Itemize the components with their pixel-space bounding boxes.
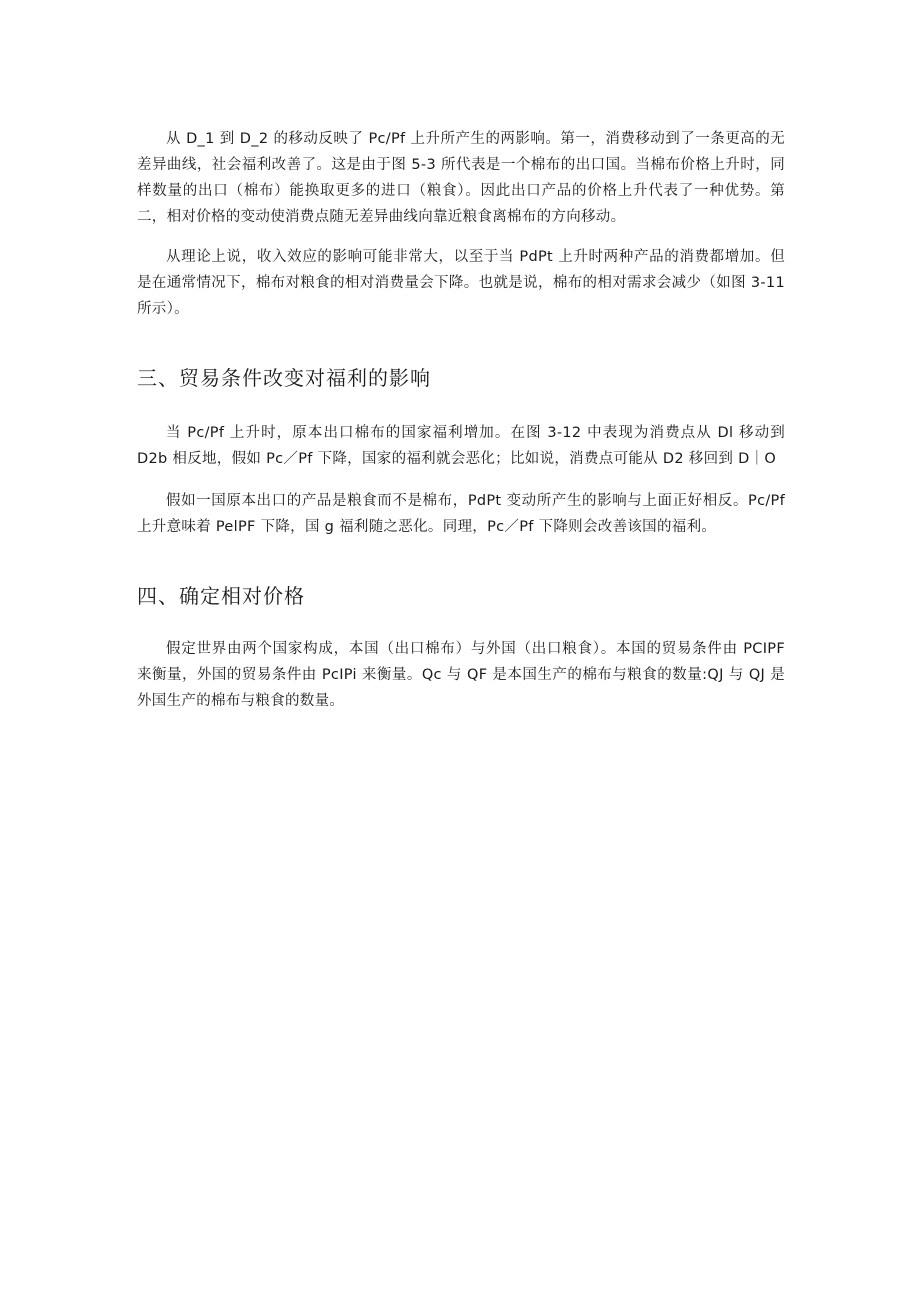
- paragraph-welfare-increase: 当 Pc/Pf 上升时，原本出口棉布的国家福利增加。在图 3-12 中表现为消费点从 Dl 移动到 D2b 相反地，假如 Pc／Pf 下降，国家的福利就会恶化；比如说，消费点可能从 D2 移回到 D｜O: [137, 425, 785, 467]
- paragraph-two-country-world: 假定世界由两个国家构成，本国（出口棉布）与外国（出口粮食）。本国的贸易条件由 PCIPF 来衡量，外国的贸易条件由 PcIPi 来衡量。Qc 与 QF 是本国生产的棉布与粮食的数量:QJ 与 QJ 是外国生产的棉布与粮食的数量。: [137, 641, 785, 709]
- paragraph-food-exporter: 假如一国原本出口的产品是粮食而不是棉布，PdPt 变动所产生的影响与上面正好相反。Pc/Pf 上升意味着 PelPF 下降，国 g 福利随之恶化。同理，Pc／Pf 下降则会改善该国的福利。: [137, 493, 785, 535]
- section-heading-terms-of-trade-welfare: 三、贸易条件改变对福利的影响: [137, 366, 431, 390]
- paragraph-income-effect: 从理论上说，收入效应的影响可能非常大，以至于当 PdPt 上升时两种产品的消费都增加。但是在通常情况下，棉布对粮食的相对消费量会下降。也就是说，棉布的相对需求会减少（如图 3-11 所示）。: [137, 249, 785, 317]
- paragraph-consumption-shift: 从 D_1 到 D_2 的移动反映了 Pc/Pf 上升所产生的两影响。第一，消费移动到了一条更高的无差异曲线，社会福利改善了。这是由于图 5-3 所代表是一个棉布的出口国。当棉布价格上升时，同样数量的出口（棉布）能换取更多的进口（粮食）。因此出口产品的价格上升代表了一种优势。第二，相对价格的变动使消费点随无差异曲线向靠近粮食离棉布的方向移动。: [137, 131, 785, 225]
- section-heading-relative-price: 四、确定相对价格: [137, 584, 305, 608]
